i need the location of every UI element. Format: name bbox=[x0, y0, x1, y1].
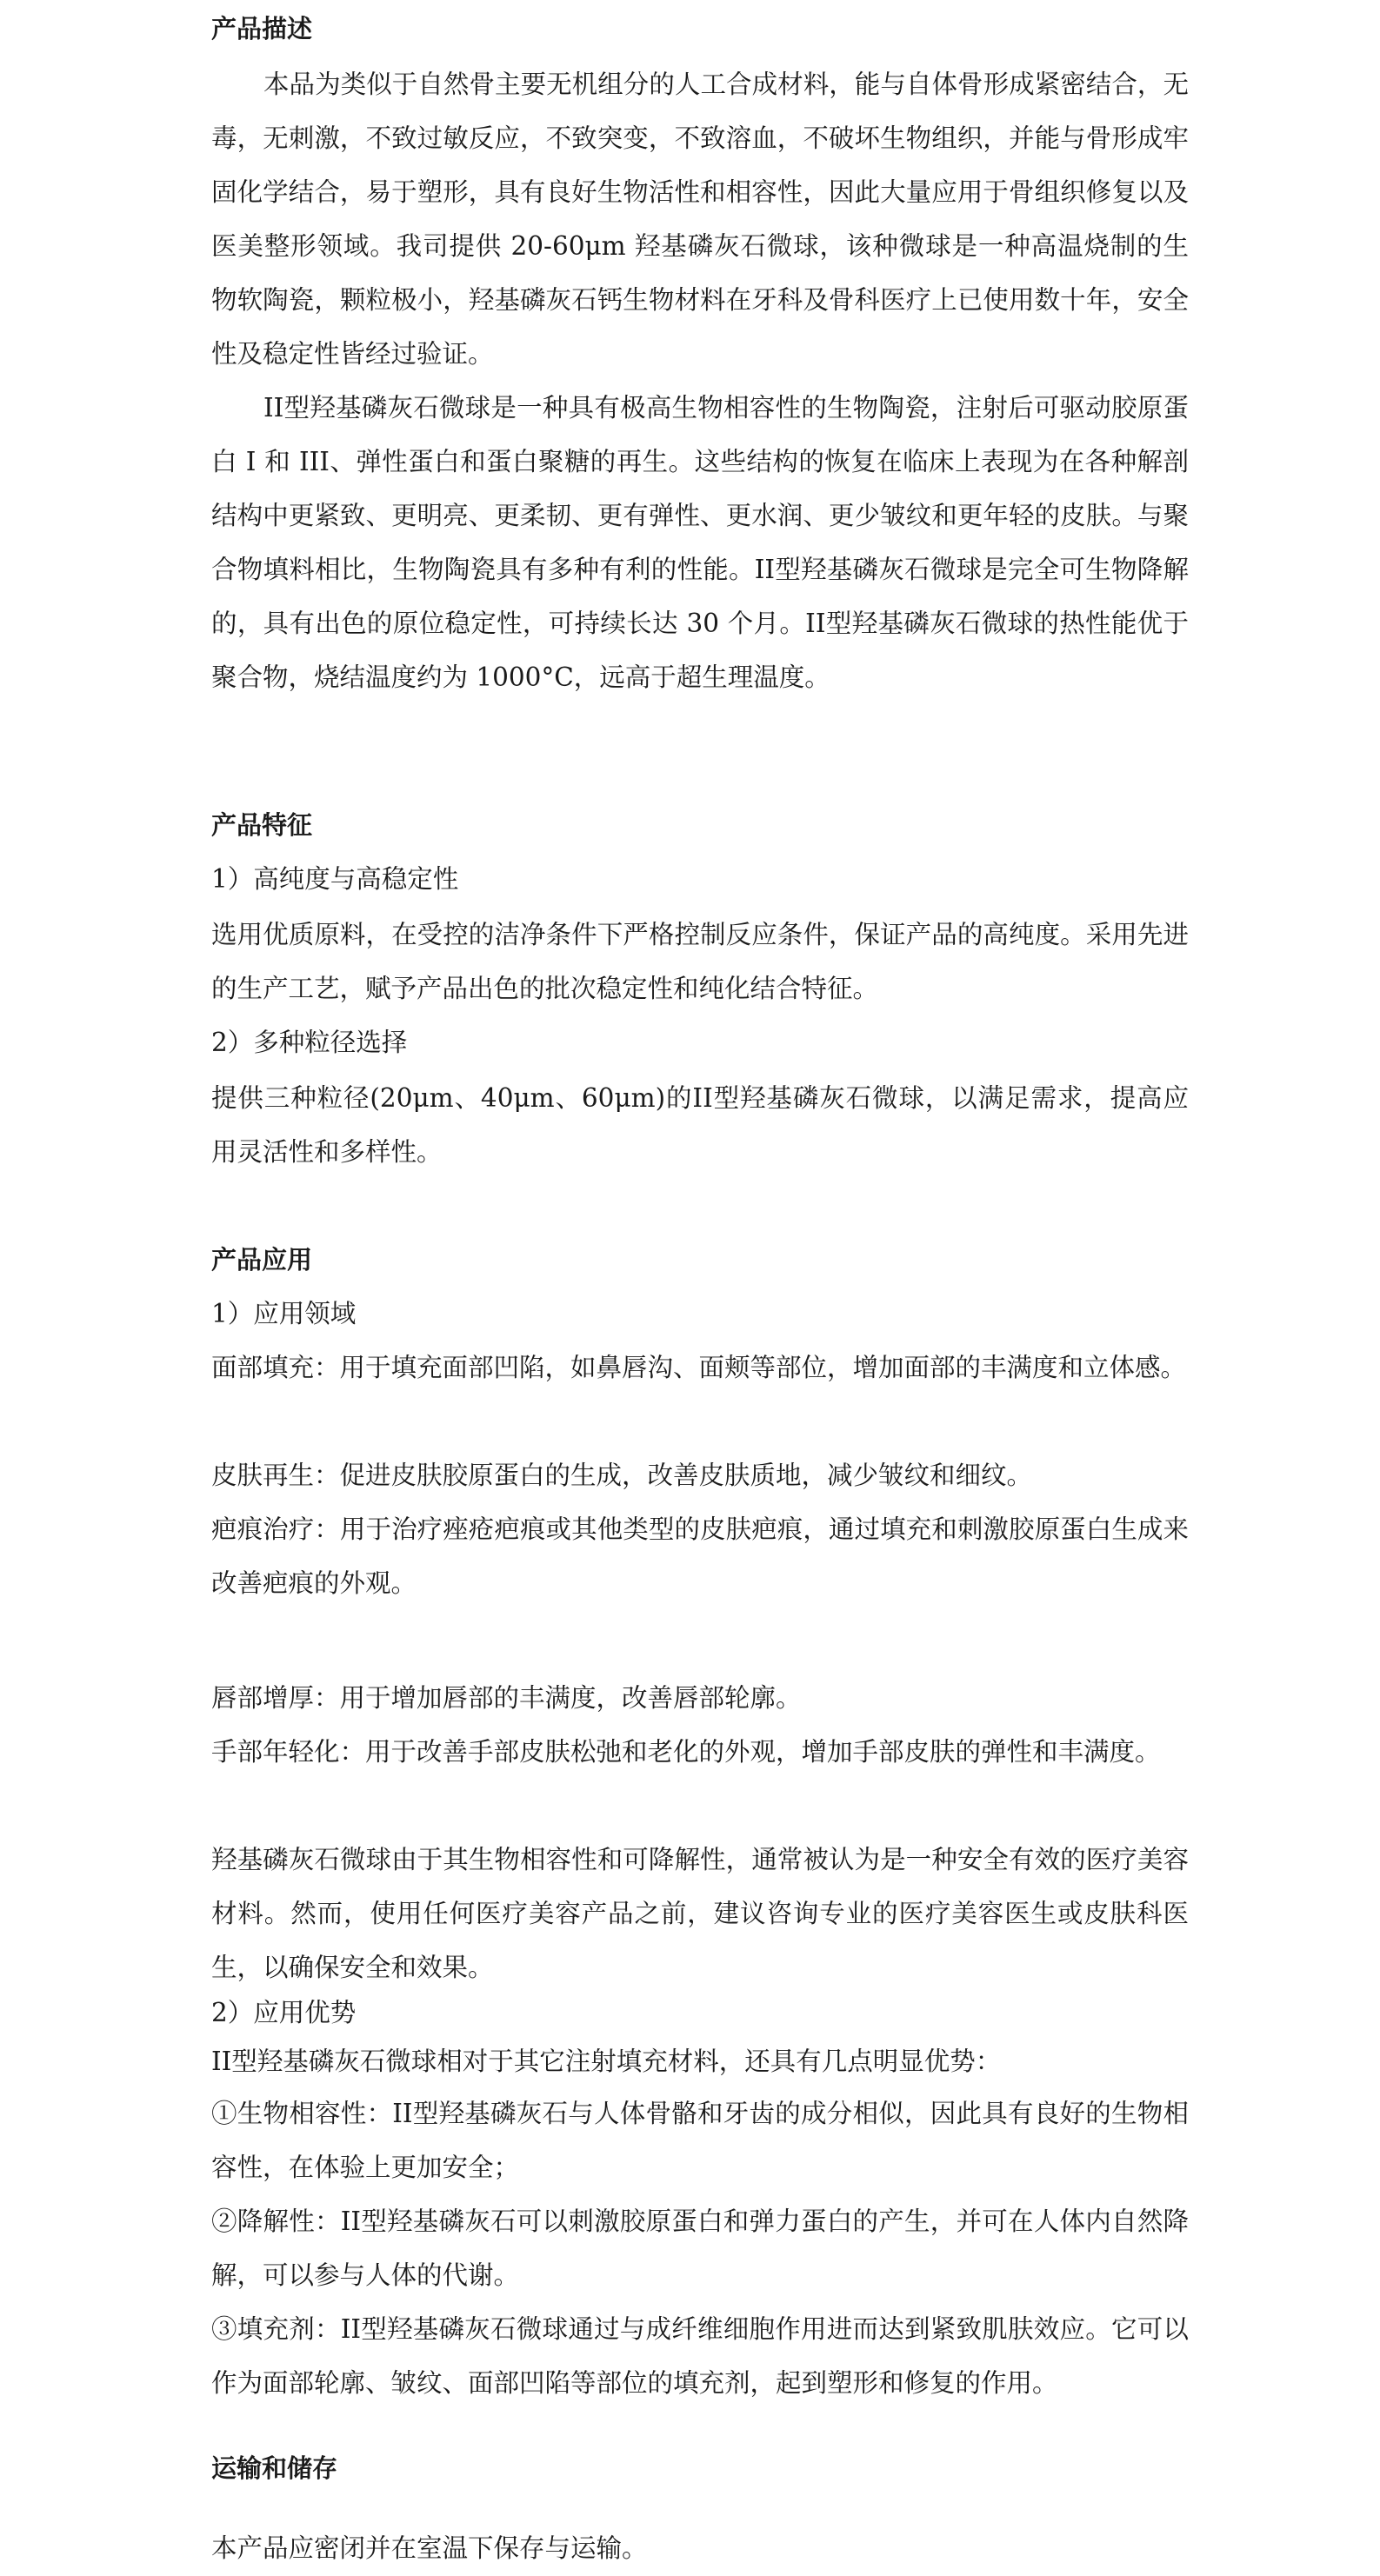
section-heading-applications: 产品应用 bbox=[211, 1245, 313, 1275]
application-safety: 羟基磷灰石微球由于其生物相容性和可降解性，通常被认为是一种安全有效的医疗美容材料。然而，使用任何医疗美容产品之前，建议咨询专业的医疗美容医生或皮肤科医生，以确保安全和效果。 bbox=[211, 1845, 1189, 1982]
storage-text: 本产品应密闭并在室温下保存与运输。 bbox=[211, 2533, 648, 2563]
advantage-3: ③填充剂：II型羟基磷灰石微球通过与成纤维细胞作用进而达到紧致肌肤效应。它可以作为面部轮廓、皱纹、面部凹陷等部位的填充剂，起到塑形和修复的作用。 bbox=[211, 2314, 1189, 2398]
description-paragraph-2: II型羟基磷灰石微球是一种具有极高生物相容性的生物陶瓷，注射后可驱动胶原蛋白 I 和 III、弹性蛋白和蛋白聚糖的再生。这些结构的恢复在临床上表现为在各种解剖结构中更紧致、更明亮、更柔韧、更有弹性、更水润、更少皱纹和更年轻的皮肤。与聚合物填料相比，生物陶瓷具有多种有利的性能。II型羟基磷灰石微球是完全可生物降解的，具有出色的原位稳定性，可持续长达 30 个月。II型羟基磷灰石微球的热性能优于聚合物，烧结温度约为 1000°C，远高于超生理温度。 bbox=[211, 393, 1189, 692]
feature-2-text: 提供三种粒径(20μm、40μm、60μm)的II型羟基磷灰石微球，以满足需求，提高应用灵活性和多样性。 bbox=[211, 1083, 1189, 1167]
application-2-title: 2）应用优势 bbox=[211, 1998, 357, 2027]
feature-1-title: 1）高纯度与高稳定性 bbox=[211, 864, 459, 894]
section-heading-features: 产品特征 bbox=[211, 810, 313, 840]
application-face: 面部填充：用于填充面部凹陷，如鼻唇沟、面颊等部位，增加面部的丰满度和立体感。 bbox=[211, 1353, 1187, 1382]
description-paragraph-1: 本品为类似于自然骨主要无机组分的人工合成材料，能与自体骨形成紧密结合，无毒，无刺激，不致过敏反应，不致突变，不致溶血，不破坏生物组织，并能与骨形成牢固化学结合，易于塑形，具有良好生物活性和相容性，因此大量应用于骨组织修复以及医美整形领域。我司提供 20-60μm 羟基磷灰石微球，该种微球是一种高温烧制的生物软陶瓷，颗粒极小，羟基磷灰石钙生物材料在牙科及骨科医疗上已使用数十年，安全性及稳定性皆经过验证。 bbox=[211, 70, 1189, 369]
application-scar: 疤痕治疗：用于治疗痤疮疤痕或其他类型的皮肤疤痕，通过填充和刺激胶原蛋白生成来改善疤痕的外观。 bbox=[211, 1514, 1189, 1598]
application-hand: 手部年轻化：用于改善手部皮肤松弛和老化的外观，增加手部皮肤的弹性和丰满度。 bbox=[211, 1737, 1161, 1767]
application-lip: 唇部增厚：用于增加唇部的丰满度，改善唇部轮廓。 bbox=[211, 1683, 802, 1713]
section-heading-description: 产品描述 bbox=[211, 14, 313, 43]
advantage-1: ①生物相容性：II型羟基磷灰石与人体骨骼和牙齿的成分相似，因此具有良好的生物相容性，在体验上更加安全； bbox=[211, 2099, 1189, 2182]
section-heading-storage: 运输和储存 bbox=[211, 2453, 338, 2483]
advantage-2: ②降解性：II型羟基磷灰石可以刺激胶原蛋白和弹力蛋白的产生，并可在人体内自然降解，可以参与人体的代谢。 bbox=[211, 2207, 1189, 2290]
feature-2-title: 2）多种粒径选择 bbox=[211, 1028, 408, 1057]
advantages-intro: II型羟基磷灰石微球相对于其它注射填充材料，还具有几点明显优势： bbox=[211, 2047, 1002, 2076]
application-1-title: 1）应用领域 bbox=[211, 1299, 357, 1328]
application-skin: 皮肤再生：促进皮肤胶原蛋白的生成，改善皮肤质地，减少皱纹和细纹。 bbox=[211, 1461, 1033, 1490]
feature-1-text: 选用优质原料，在受控的洁净条件下严格控制反应条件，保证产品的高纯度。采用先进的生产工艺，赋予产品出色的批次稳定性和纯化结合特征。 bbox=[211, 920, 1189, 1003]
